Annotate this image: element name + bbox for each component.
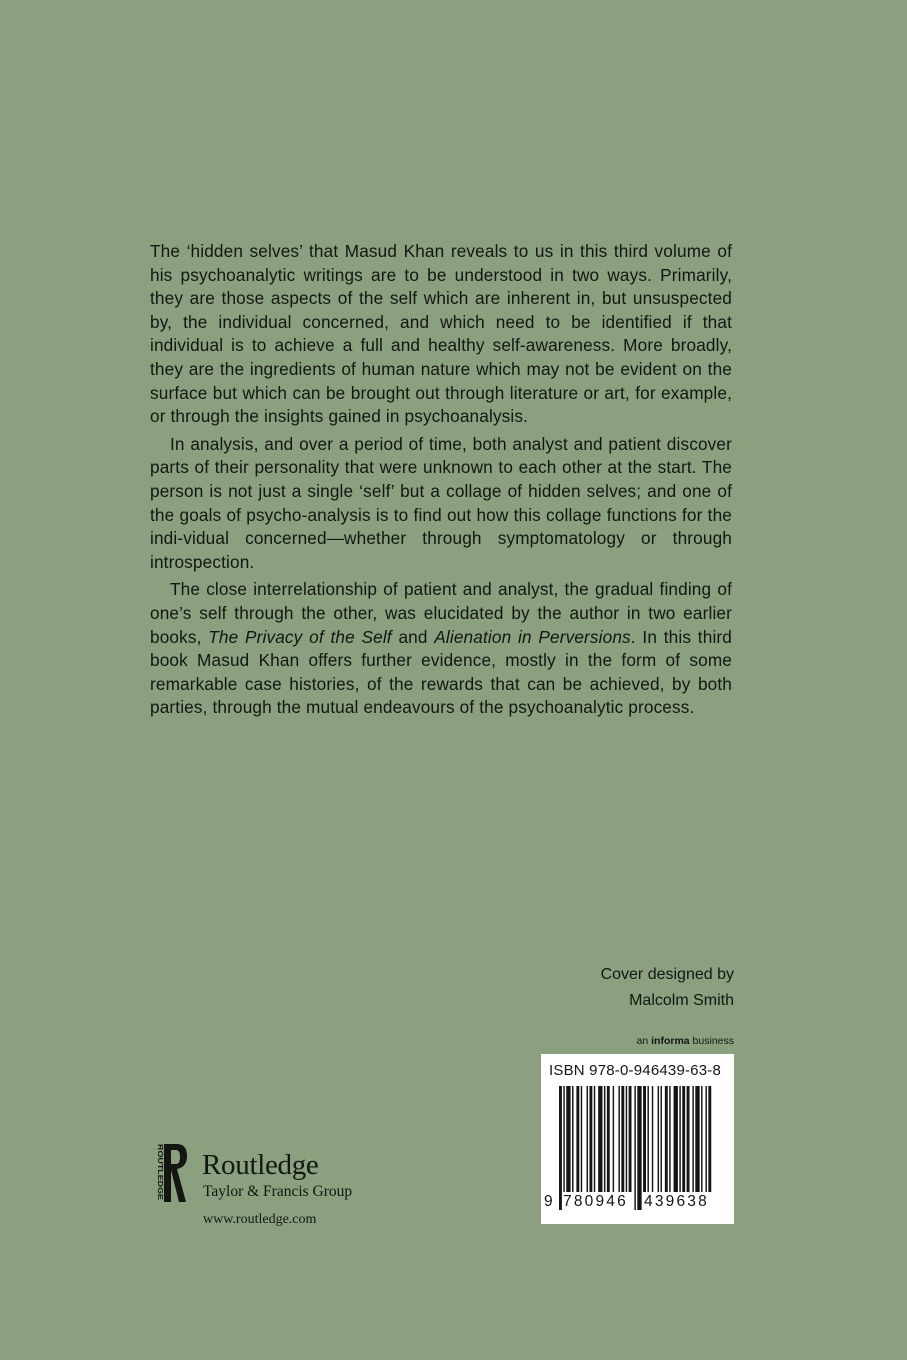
barcode-bar [674,1086,678,1192]
barcode-digit-first: 9 [544,1193,555,1210]
blurb-p3-text-a: The close interrelationship of patient and analyst, the gradual finding of one’s self through the other, was elucidated by the author in two earlier books, [150,579,732,647]
barcode-bar [705,1086,706,1192]
barcode-bar [594,1086,595,1192]
informa-business-tag [560,1034,734,1048]
book-title-alienation-in-perversions: Alienation in Perversions [434,626,631,647]
barcode-bar [658,1086,659,1192]
blurb-paragraph-3 [150,578,732,720]
routledge-logo-icon [147,1140,187,1206]
informa-brand: informa [651,1035,690,1047]
barcode-bar [708,1086,711,1192]
barcode-digits [541,1192,734,1218]
credit-line-1: Cover designed by [600,966,734,983]
barcode-bar [587,1086,588,1192]
barcode-bar [572,1086,573,1192]
barcode-bar [566,1086,570,1192]
barcode-digits-right: 439638 [644,1193,709,1210]
blurb-paragraph-1: The ‘hidden selves’ that Masud Khan reveals to us in this third volume of his psychoanalytic writings are to be understood in two ways. Primarily, they are those aspects of the self which are inherent in, but unsuspected by, the individual concerned, and which need to be identified if that individual is to achieve a full and healthy self-awareness. More broadly, they are the ingredients of human nature which may not be evident on the surface but which can be brought out through literature or art, for example, or through the insights gained in psychoanalysis. [150,241,732,427]
blurb-p3-text-c: . In this third book Masud Khan offers further evidence, mostly in the form of some remarkable case histories, of the rewards that can be achieved, by both parties, through the mutual endeavours of the psychoanalytic process. [150,626,732,718]
barcode-bar [629,1086,632,1192]
barcode-bar [695,1086,699,1192]
barcode-digits-left: 780946 [563,1193,628,1210]
barcode-bar [626,1086,627,1192]
barcode-bar [701,1086,702,1192]
barcode-bar [576,1086,579,1192]
isbn-barcode-panel [541,1054,734,1224]
book-title-privacy-of-the-self: The Privacy of the Self [208,626,392,647]
blurb-paragraph-2: In analysis, and over a period of time, both analyst and patient discover parts of their personality that were unknown to each other at the start. The person is not just a single ‘self’ but a collage of hidden selves; and one of the goals of psycho-analysis is to find out how this collage functions for the indi-vidual concerned—whether through symptomatology or through introspection. [150,433,732,572]
publisher-group: Taylor & Francis Group [203,1183,353,1200]
barcode-bar [692,1086,693,1192]
barcode-bar [679,1086,680,1192]
barcode-bar [665,1086,668,1192]
barcode-bar [589,1086,592,1192]
barcode-bar [621,1086,624,1192]
barcode-bar [613,1086,614,1192]
barcode-bar [618,1086,619,1192]
barcode-bar [581,1086,582,1192]
barcode-bar [647,1086,648,1192]
barcode-bar [643,1086,646,1192]
logo-vertical-text: ROUTLEDGE [156,1144,165,1190]
barcode-bar [604,1086,605,1192]
informa-prefix: an [636,1035,652,1047]
barcode-bar [598,1086,602,1192]
blurb-p3-text-b: and [391,626,435,647]
publisher-name: Routledge [202,1149,319,1181]
barcode-bar [607,1086,610,1192]
barcode-bar [661,1086,662,1192]
informa-suffix: business [689,1035,734,1047]
publisher-website: www.routledge.com [203,1212,317,1227]
back-cover-blurb [150,240,732,724]
barcode-bar [669,1086,670,1192]
credit-designer-name: Malcolm Smith [629,992,734,1009]
barcode-bar [687,1086,690,1192]
barcode-bar [652,1086,653,1192]
cover-design-credit [560,962,734,1014]
barcode-bar [682,1086,685,1192]
isbn-number: ISBN 978-0-946439-63-8 [549,1062,722,1079]
